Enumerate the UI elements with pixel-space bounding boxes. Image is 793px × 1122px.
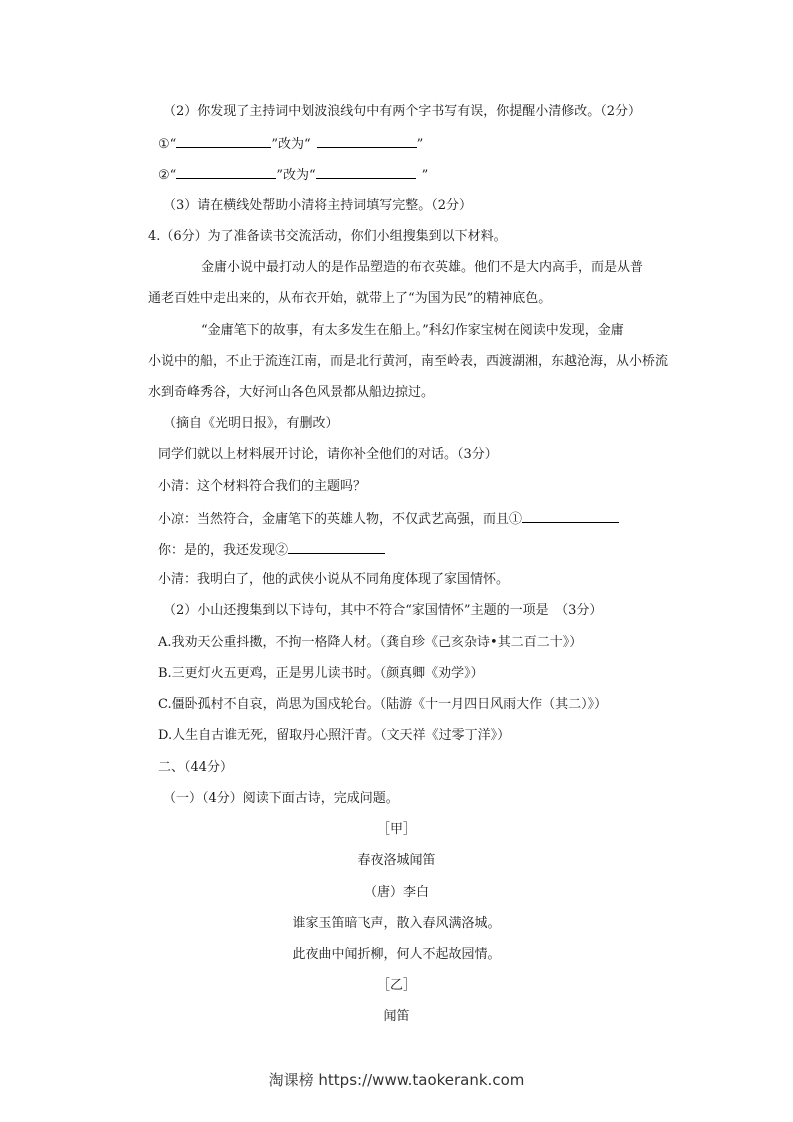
poem-1-line-2: 此夜曲中闻折柳，何人不起故园情。 [292, 947, 501, 962]
poem-label-jia: ［甲］ [376, 822, 416, 837]
option-d: D.人生自古谁无死，留取丹心照汗青。（文天祥《过零丁洋》） [158, 728, 511, 743]
fix-1-mid: ”改为“ [271, 137, 311, 152]
material-1-line-1: 金庸小说中最打动人的是作品塑造的布衣英雄。他们不是大内高手，而是从普 [201, 260, 644, 275]
material-source: （摘自《光明日报》，有删改） [163, 416, 339, 431]
discussion-prompt: 同学们就以上材料展开讨论，请你补全他们的对话。（3分） [158, 447, 498, 462]
option-b: B.三更灯火五更鸡，正是男儿读书时。（颜真卿《劝学》） [158, 666, 484, 681]
poem-label-yi: ［乙］ [376, 978, 416, 993]
dialogue-2 [158, 508, 619, 530]
fix-1-correct-blank[interactable] [317, 133, 417, 148]
option-a: A.我劝天公重抖擞，不拘一格降人材。（龚自珍《己亥杂诗•其二百二十》） [158, 635, 583, 650]
fix-1-close: ” [416, 137, 424, 152]
poem-1-line-1: 谁家玉笛暗飞声，散入春风满洛城。 [292, 916, 501, 931]
footer-watermark: 淘课榜 https://www.taokerank.com [268, 1071, 525, 1089]
dialogue-4: 小清：我明白了，他的武侠小说从不同角度体现了家国情怀。 [158, 572, 510, 587]
section-2-heading: 二、（44分） [158, 760, 234, 775]
answer-blank-2[interactable] [288, 539, 385, 554]
material-2-line-2: 小说中的船，不止于流连江南，而是北行黄河，南至岭表，西渡湖湘，东越沧海，从小桥流 [148, 354, 669, 369]
fix-1-open: ①“ [158, 137, 177, 152]
fix-2-correct-blank[interactable] [316, 164, 416, 179]
question-2: （2）你发现了主持词中划波浪线句中有两个字书写有误，你提醒小清修改。（2分） [163, 104, 642, 119]
option-c: C.僵卧孤村不自哀，尚思为国戍轮台。（陆游《十一月四日风雨大作（其二）》） [158, 697, 608, 712]
dialogue-3-text: 你：是的，我还发现② [158, 543, 289, 558]
answer-blank-1[interactable] [522, 508, 619, 523]
question-4-2: （2）小山还搜集到以下诗句，其中不符合“家国情怀”主题的一项是 （3分） [163, 603, 603, 618]
fix-2-open: ②“ [158, 168, 177, 183]
dialogue-1: 小清：这个材料符合我们的主题吗？ [158, 479, 367, 494]
poem-2-title: 闻笛 [383, 1009, 410, 1024]
material-2-line-3: 水到奇峰秀谷，大好河山各色风景都从船边掠过。 [148, 385, 435, 400]
question-3: （3）请在横线处帮助小清将主持词填写完整。（2分） [163, 198, 473, 213]
fix-line-1 [158, 133, 423, 155]
dialogue-2-text: 小凉：当然符合，金庸笔下的英雄人物，不仅武艺高强，而且① [158, 512, 523, 527]
fix-1-wrong-blank[interactable] [176, 133, 271, 148]
question-4: 4.（6分）为了准备读书交流活动，你们小组搜集到以下材料。 [148, 229, 507, 244]
dialogue-3 [158, 539, 385, 561]
material-1-line-2: 通老百姓中走出来的，从布衣开始，就带上了“为国为民”的精神底色。 [148, 291, 552, 306]
poem-1-title: 春夜洛城闻笛 [357, 853, 436, 868]
fix-line-2 [158, 164, 428, 186]
fix-2-close: ” [421, 168, 429, 183]
fix-2-wrong-blank[interactable] [176, 164, 276, 179]
subsection-1-heading: （一）（4分）阅读下面古诗，完成问题。 [163, 791, 399, 806]
fix-2-mid: ”改为“ [276, 168, 316, 183]
material-2-line-1: “金庸笔下的故事，有太多发生在船上。”科幻作家宝树在阅读中发现，金庸 [201, 323, 624, 338]
poem-1-author: （唐）李白 [363, 885, 429, 900]
